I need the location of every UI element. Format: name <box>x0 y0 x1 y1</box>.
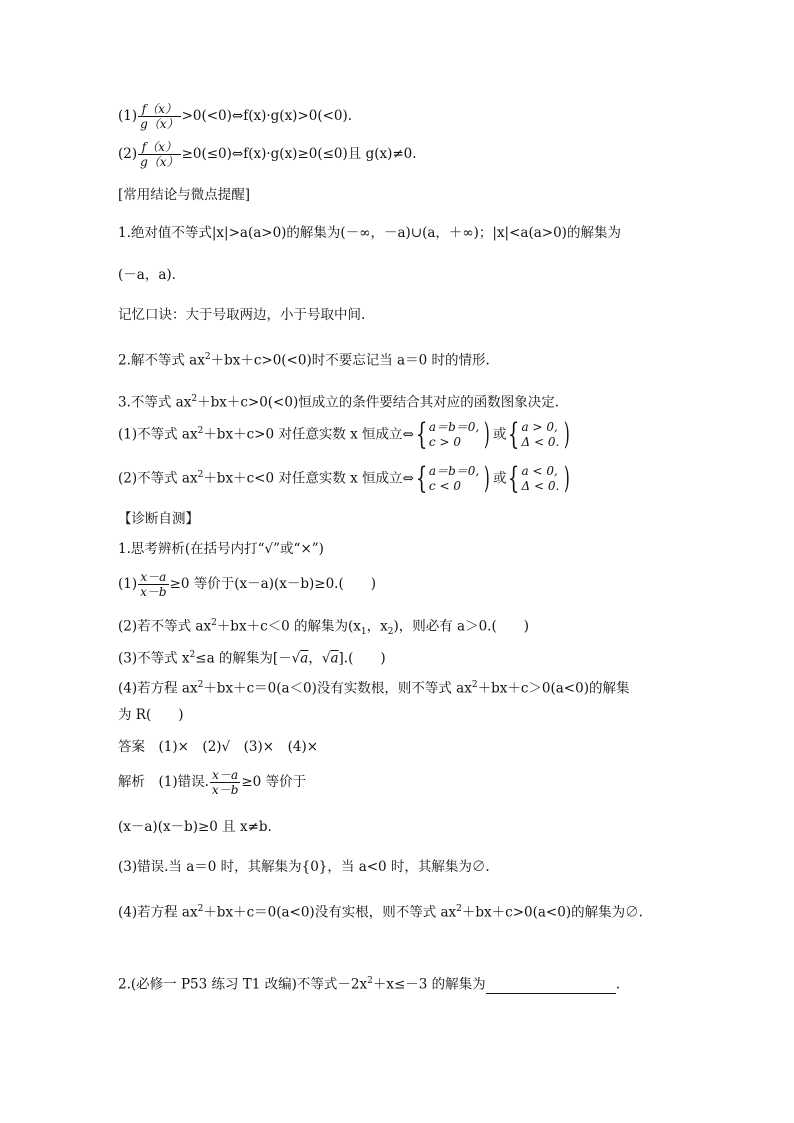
analysis-line-2: (x－a)(x－b)≥0 且 x≠b. <box>118 819 272 835</box>
paragraph-2: 2.解不等式 $ax^2+bx+c>0(<0)$时不要忘记当 a＝0 时的情形. <box>118 352 490 369</box>
fraction: $\frac{x-a}{x-b}$ <box>211 768 239 797</box>
condition-line-2: (2) $\frac{f(x)}{g(x)}$ ≥0(≤0)⇔f(x)·g(x)≥0(≤0)且 g(x)≠0. <box>118 140 417 169</box>
paragraph-1-cont: (－a，a). <box>118 267 176 283</box>
question-1-item-2: (2)若不等式 $ax^2+bx+c<0$ 的解集为($x_1$，$x_2$)，则必有 a＞0.( ) <box>118 618 530 638</box>
question-1-title: 1.思考辨析(在括号内打“√”或“×”) <box>118 541 324 557</box>
paragraph-3: 3.不等式 $ax^2+bx+c>0(<0)$恒成立的条件要结合其对应的函数图象决定. <box>118 394 560 411</box>
question-1-item-3: (3)不等式 $x^2\le a$ 的解集为[－√a，√a].( ) <box>118 650 386 667</box>
analysis-line-4: (4)若方程 $ax^2+bx+c=0(a<0)$没有实根，则不等式 $ax^2+bx+c>0(a<0)$的解集为∅. <box>118 904 643 921</box>
fraction: $\frac{f(x)}{g(x)}$ <box>140 102 179 131</box>
analysis-line-1: 解析 (1)错误. $\frac{x-a}{x-b}$ ≥0 等价于 <box>118 768 307 797</box>
answer-blank[interactable] <box>486 979 616 994</box>
case-group: a < 0, Δ < 0. <box>521 464 560 493</box>
question-1-item-1: (1) $\frac{x-a}{x-b}$ ≥0 等价于(x－a)(x－b)≥0.( ) <box>118 570 376 599</box>
section-heading: [常用结论与微点提醒] <box>118 187 251 203</box>
question-1-item-4-cont: 为 R( ) <box>118 707 184 723</box>
question-1-item-4: (4)若方程 $ax^2+bx+c=0(a<0)$没有实数根，则不等式 $ax^2+bx+c>0(a<0)$的解集 <box>118 680 630 697</box>
case-group: a > 0, Δ < 0. <box>521 420 560 449</box>
analysis-line-3: (3)错误.当 a＝0 时，其解集为{0}，当 a<0 时，其解集为∅. <box>118 859 490 875</box>
case-group: a＝b＝0, c > 0 <box>428 420 480 449</box>
memory-tip: 记忆口诀：大于号取两边，小于号取中间. <box>118 307 366 323</box>
answer-line: 答案 (1)× (2)√ (3)× (4)× <box>118 739 319 755</box>
paragraph-3-2: (2)不等式 $ax^2+bx+c<0$ 对任意实数 x 恒成立⇔{ a＝b＝0, c < 0 ) 或{ a < 0, Δ < 0. ) <box>118 461 571 496</box>
case-group: a＝b＝0, c < 0 <box>428 464 480 493</box>
question-2: 2.(必修一 P53 练习 T1 改编)不等式$-2x^2+x\le-3$ 的解集为 . <box>118 976 620 993</box>
fraction: $\frac{f(x)}{g(x)}$ <box>140 140 179 169</box>
condition-line-1: (1) $\frac{f(x)}{g(x)}$ >0(<0)⇔f(x)·g(x)>0(<0). <box>118 102 353 131</box>
paragraph-3-1: (1)不等式 $ax^2+bx+c>0$ 对任意实数 x 恒成立⇔{ a＝b＝0, c > 0 ) 或{ a > 0, Δ < 0. ) <box>118 417 571 452</box>
paragraph-1: 1.绝对值不等式|x|>a(a>0)的解集为(－∞，－a)∪(a，＋∞)；|x|<a(a>0)的解集为 <box>118 225 621 241</box>
diagnostic-heading: 【诊断自测】 <box>118 511 199 527</box>
fraction: $\frac{x-a}{x-b}$ <box>140 570 167 599</box>
